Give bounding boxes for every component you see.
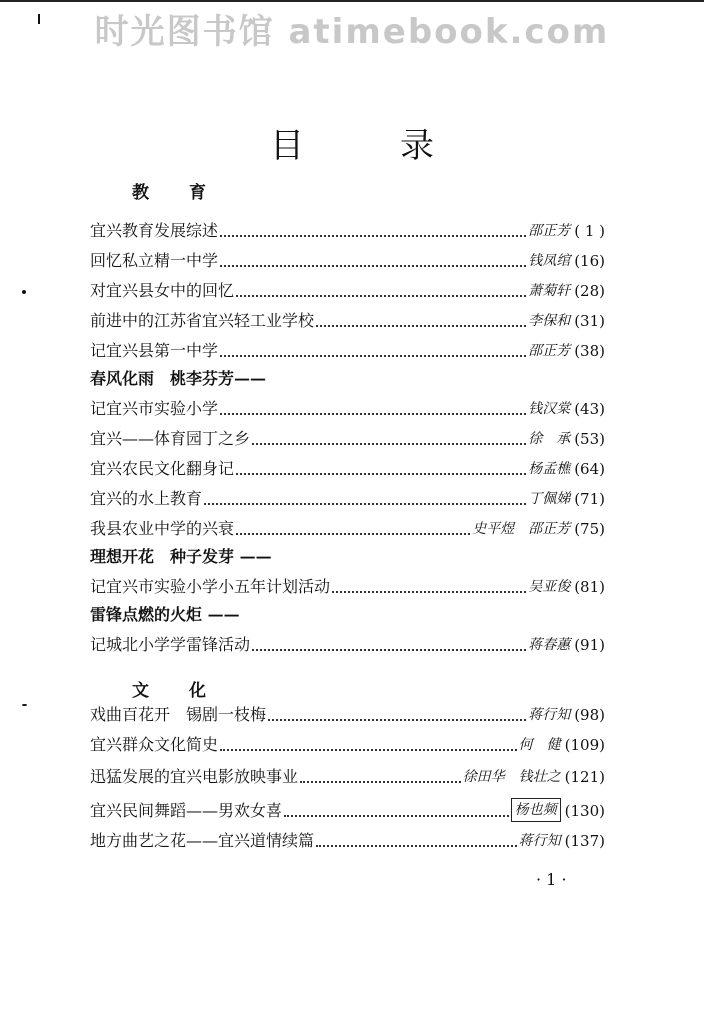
dot-leader xyxy=(268,719,526,721)
margin-speck xyxy=(38,14,40,24)
toc-entry[interactable] xyxy=(90,572,605,598)
entry-page: (98) xyxy=(574,706,605,724)
entry-title: 记城北小学学雷锋活动 xyxy=(90,635,251,654)
dot-leader xyxy=(220,749,517,751)
entry-title: 记宜兴市实验小学小五年计划活动 xyxy=(90,577,331,596)
entry-title: 回忆私立精一中学 xyxy=(90,251,219,270)
entry-title: 宜兴群众文化简史 xyxy=(90,735,219,754)
toc-entry-heading[interactable] xyxy=(90,542,605,568)
margin-speck xyxy=(22,704,27,706)
dot-leader xyxy=(284,815,509,817)
toc-entry[interactable] xyxy=(90,514,605,540)
toc-entry[interactable] xyxy=(90,700,605,726)
page-number: · 1 · xyxy=(536,870,567,889)
entry-author: 徐 承 xyxy=(528,431,571,447)
toc-entry[interactable] xyxy=(90,454,605,480)
toc-entry[interactable] xyxy=(90,246,605,272)
entry-author: 杨孟樵 xyxy=(528,461,571,477)
entry-page: (28) xyxy=(574,282,605,300)
dot-leader xyxy=(316,845,517,847)
entry-author: 徐田华 钱壮之 xyxy=(462,769,561,785)
entry-page: (137) xyxy=(564,832,605,850)
entry-author: 钱汉棠 xyxy=(528,401,571,417)
entry-title: 宜兴民间舞蹈——男欢女喜 xyxy=(90,801,283,820)
entry-title: 我县农业中学的兴衰 xyxy=(90,519,235,538)
entry-title: 前进中的江苏省宜兴轻工业学校 xyxy=(90,311,315,330)
toc-entry[interactable] xyxy=(90,394,605,420)
entry-page: (81) xyxy=(574,578,605,596)
dot-leader xyxy=(220,413,526,415)
toc-entry[interactable] xyxy=(90,216,605,242)
entry-title: 宜兴——体育园丁之乡 xyxy=(90,429,251,448)
dot-leader xyxy=(300,781,461,783)
entry-page: (121) xyxy=(564,768,605,786)
toc-entry[interactable] xyxy=(90,630,605,656)
top-rule xyxy=(0,0,704,2)
entry-author: 蒋行知 xyxy=(528,707,571,723)
watermark: 时光图书馆 atimebook.com xyxy=(94,11,610,52)
dot-leader xyxy=(332,591,526,593)
entry-page: (64) xyxy=(574,460,605,478)
entry-page: (75) xyxy=(574,520,605,538)
dot-leader xyxy=(220,265,526,267)
toc-entry[interactable] xyxy=(90,762,605,788)
entry-author: 何 健 xyxy=(518,737,561,753)
dot-leader xyxy=(236,295,526,297)
dot-leader xyxy=(204,503,526,505)
dot-leader xyxy=(220,355,526,357)
entry-page: (130) xyxy=(564,802,605,820)
entry-page: ( 1 ) xyxy=(574,222,605,240)
toc-entry[interactable] xyxy=(90,826,605,852)
entry-title: 宜兴农民文化翻身记 xyxy=(90,459,235,478)
toc-entry[interactable] xyxy=(90,276,605,302)
entry-author: 钱凤绾 xyxy=(528,253,571,269)
entry-page: (71) xyxy=(574,490,605,508)
entry-author: 丁佩娣 xyxy=(528,491,571,507)
toc-entry[interactable] xyxy=(90,730,605,756)
section-heading-culture: 文化 xyxy=(132,681,246,701)
entry-title: 戏曲百花开 锡剧一枝梅 xyxy=(90,705,267,724)
entry-title: 地方曲艺之花——宜兴道情续篇 xyxy=(90,831,315,850)
entry-title: 记宜兴市实验小学 xyxy=(90,399,219,418)
entry-title: 理想开花 种子发芽 —— xyxy=(90,547,272,566)
entry-page: (109) xyxy=(564,736,605,754)
entry-title: 宜兴的水上教育 xyxy=(90,489,203,508)
entry-page: (53) xyxy=(574,430,605,448)
entry-title: 宜兴教育发展综述 xyxy=(90,221,219,240)
entry-page: (43) xyxy=(574,400,605,418)
entry-page: (38) xyxy=(574,342,605,360)
entry-title: 迅猛发展的宜兴电影放映事业 xyxy=(90,767,299,786)
entry-page: (31) xyxy=(574,312,605,330)
toc-entry[interactable] xyxy=(90,336,605,362)
toc-entry[interactable] xyxy=(90,484,605,510)
dot-leader xyxy=(220,235,526,237)
entry-author: 吴亚俊 xyxy=(528,579,571,595)
entry-title: 对宜兴县女中的回忆 xyxy=(90,281,235,300)
toc-entry[interactable] xyxy=(90,306,605,332)
toc-entry[interactable] xyxy=(90,424,605,450)
entry-author: 蒋春蕙 xyxy=(528,637,571,653)
entry-page: (91) xyxy=(574,636,605,654)
margin-speck xyxy=(22,290,26,294)
entry-author: 李保和 xyxy=(528,313,571,329)
dot-leader xyxy=(252,443,526,445)
entry-author: 蒋行知 xyxy=(518,833,561,849)
entry-author: 杨也频 xyxy=(511,798,561,822)
entry-author: 邵正芳 xyxy=(528,343,571,359)
entry-author: 萧菊轩 xyxy=(528,283,571,299)
entry-title: 雷锋点燃的火炬 —— xyxy=(90,605,240,624)
page-title: 目录 xyxy=(270,126,530,166)
toc-entry-heading[interactable] xyxy=(90,600,605,626)
section-heading-education: 教育 xyxy=(132,183,246,203)
dot-leader xyxy=(316,325,526,327)
dot-leader xyxy=(236,533,470,535)
entry-author: 史平煜 邵正芳 xyxy=(472,521,571,537)
entry-title: 春风化雨 桃李芬芳—— xyxy=(90,369,267,388)
entry-page: (16) xyxy=(574,252,605,270)
entry-title: 记宜兴县第一中学 xyxy=(90,341,219,360)
toc-entry-heading[interactable] xyxy=(90,364,605,390)
entry-author: 邵正芳 xyxy=(528,223,571,239)
toc-entry[interactable] xyxy=(90,796,605,822)
dot-leader xyxy=(252,649,526,651)
dot-leader xyxy=(236,473,526,475)
